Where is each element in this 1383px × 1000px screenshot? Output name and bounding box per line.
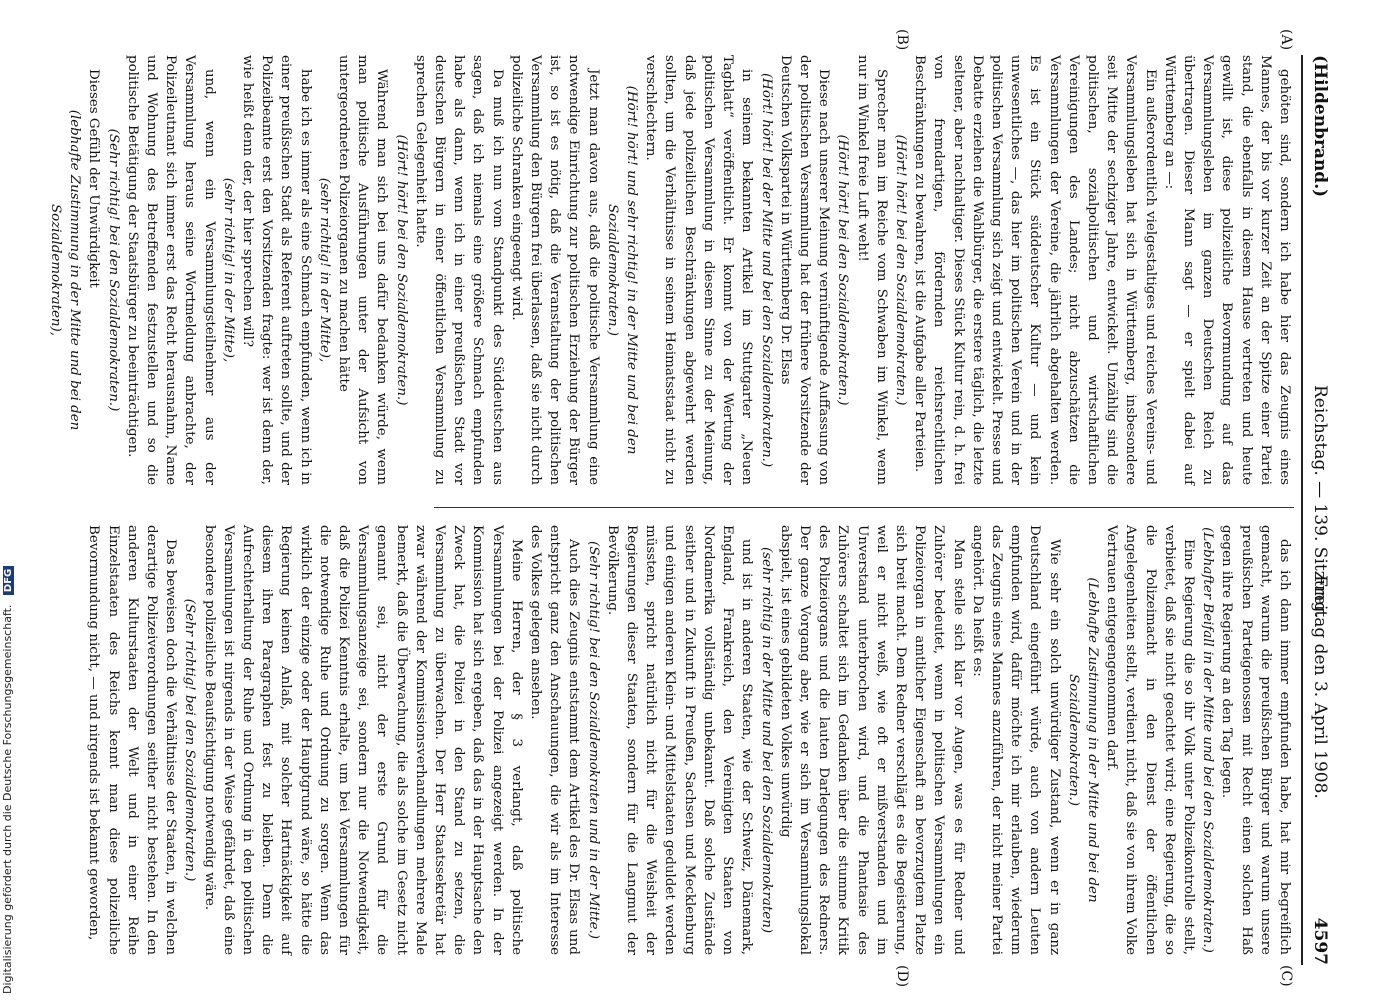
paragraph: Eine Regierung die so ihr Volk unter Polizeikontrolle stellt, verbietet, daß sie nicht geachtet wird; eine Regierung, die so die Polizeimacht in den Dienst der öffentlichen Angelegenheiten stellt, verdient nicht, daß sie von ihrem Volke Vertrauen entgegengenommen darf. [1104,525,1196,955]
paragraph: und, wenn ein Versammlungsteilnehmer aus der Versammlung heraus seine Wortmeldung anbrachte, der Polizeileutnant sich immer erst das Recht herausnahm, Name und Wohnung des Betreffenden festzustellen und so die politische Betätigung der Staatsbürger zu beeinträchtigen. [124,55,217,485]
paragraph: gehöten sind, sondern ich habe hier das Zeugnis eines Mannes, der bis vor kurzer Zeit an der Spitze einer Partei stand, die ebenfalls in diesem Hause vertreten und heute gewillt ist, diese polizeiliche Bevormundung auf das Versammlungsleben im ganzen Deutschen Reich zu übertragen. Dieser Mann sagt — er spielt dabei auf Württemberg an —: [1161,55,1292,485]
paragraph: (sehr richtig! in der Mitte), [220,177,236,363]
paragraph: (Sehr richtig! bei den Sozialdemokraten und in der Mitte.) [585,540,601,940]
paragraph: Das beweisen doch die Verhältnisse der Staaten, in welchen derartige Polizeiverordnungen seither nicht bestehen. In den anderen Kulturstaaten der Welt und in einer Reihe Einzelstaaten des Reichs kennt man diese polizeiliche Bevormundung nicht, — und nirgends ist bekannt geworden, [86,525,179,955]
paragraph: (Hört! hört! und sehr richtig! in der Mitte und bei den Sozialdemokraten.) [604,85,640,455]
digitization-credit [1,566,14,994]
paragraph: (Hört! hört! bei der Mitte und bei den Sozialdemokraten.) [758,72,774,468]
right-text-column [84,525,1294,955]
paragraph: (Sehr richtig! bei den Sozialdemokraten.) [182,598,198,882]
paragraph: in seinem bekannten Artikel im Stuttgarter „Neuen Tagblatt“ veröffentlicht. Er kommt von der Wertung der politischen Versammlung in diesem Sinne zu der Meinung, daß jede polizeilichen Beschränkungen abgewehrt werden sollten, um die Verhältnisse in seinem Heimatsstaat nicht zu verschlechtern. [643,55,755,485]
margin-mark-a: (A) [1278,29,1294,51]
running-header [1304,55,1330,965]
column-divider [434,507,1294,508]
paragraph: und ist in anderen Staaten, wie der Schweiz, Dänemark, England, Frankreich, den Vereinigten Staaten von Nordamerika vollständig unbekannt. Daß solche Zustände seither und in Zukunft in Preußen, Sachsen und Mecklenburg und einigen anderen Klein- und Mittelstaaten geduldet werden müssten, spricht natürlich nicht für die Weisheit der Regierungen dieser Staaten, sondern für die Langmut der Bevölkerung. [604,525,755,955]
paragraph: Dieses Gefühl der Unwürdigkeit [86,69,102,288]
page-number: 4597 [1310,917,1330,965]
dfg-logo: DFG [3,566,14,595]
paragraph: (Hört! hört! bei den Sozialdemokraten.) [393,134,409,406]
session-date: Freitag den 3. April 1908. [1310,575,1330,799]
paragraph: (Hört! hört! bei den Sozialdemokraten.) [892,134,908,406]
paragraph: das ich dann immer empfunden habe, hat mir begreiflich gemacht, warum die preußischen Bürger und warum unsere preußischen Parteigenossen mit Recht einen solchen Haß gegen ihre Regierung an den Tag legen. [1219,525,1292,955]
paragraph: Wie sehr ein solch unwürdiger Zustand, wenn er in ganz Deutschland eingeführt würde, auch von andern Leuten empfunden wird, dafür möchte ich mir erlauben, wiederum das Zeugnis eines Mannes anzuführen, der nicht meiner Partei angehört. Da heißt es: [969,525,1062,955]
paragraph: habe ich es immer als eine Schmach empfunden, wenn ich in einer preußischen Stadt als Referent auftreten sollte, und der Polizeibeamte erst den Vorsitzenden fragte: wer ist denn der, wie heißt denn der, der hier sprechen will? [240,55,313,485]
paragraph: (Lebhafte Zustimmung in der Mitte und bei den Sozialdemokraten.) [1065,577,1100,903]
paragraph: (Hört! hört! bei den Sozialdemokraten.) [835,134,851,406]
paragraph: Während man sich bei uns dafür bedanken würde, wenn man politische Ausführungen unter der Aufsicht von untergeordneten Polizeiorganen zu machen hätte [336,55,390,485]
speaker-name: (Hildenbrand.) [1310,55,1330,198]
rotated-page-content [48,29,1330,988]
margin-mark-b: (B) [894,29,910,51]
paragraph: Diese nach unserer Meinung vernünftigende Auffassung von der politischen Versammlung hat der frühere Vorsitzende der Deutschen Volkspartei in Württemberg Dr. Elsas [777,55,832,485]
paragraph: (sehr richtig! in der Mitte), [316,177,332,363]
paragraph: (Sehr richtig! bei den Sozialdemokraten.) [105,128,121,412]
margin-mark-c: (C) [1278,965,1294,987]
credit-text: Digitalisierung gefördert durch die Deutsche Forschungsgemeinschaft. [1,604,14,994]
paragraph: Sprecher man im Reiche vom Schwaben im Winkel, wenn nur im Winkel freie Luft weht! [854,55,889,485]
session-title: Reichstag. — 139. Sitzung. [1310,385,1330,618]
header-rule [1301,55,1303,965]
paragraph: (lebhafte Zustimmung in der Mitte und bei den Sozialdemokraten), [48,109,83,431]
paragraph: Auch dies Zeugnis entstammt dem Artikel des Dr. Elsas und entspricht ganz den Anschauungen, die wir als im Interesse des Volkes gelegen ansehen. [528,525,582,955]
paragraph: Jetzt man davon aus, daß die politische Versammlung eine notwendige Einrichtung zur politischen Erziehung der Bürger ist, so ist es nötig, daß die Veranstaltung der politischen Versammlung den Bürgern frei überlassen, daß sie nicht durch polizeiliche Schranken eingeengt wird. [508,55,601,485]
paragraph: (Lebhafter Beifall in der Mitte und bei den Sozialdemokraten.) [1200,527,1216,953]
paragraph: (sehr richtig in der Mitte und bei den Sozialdemokraten) [758,546,774,934]
paragraph: Man stelle sich klar vor Augen, was es für Redner und Zuhörer bedeutet, wenn in politischen Versammlungen ein Polizeiorgan in amtlicher Eigenschaft an bevorzugtem Platze sich breit macht. Dem Redner verschlägt es die Begeisterung, weil er nicht weiß, wie oft er mißverstanden und im Unverstand unterbrochen wird, und die Phantasie des Zuhörers schaltet sich im Gedanken über die stumme Kritik des Polizeiorgans und die lauten Darlegungen des Redners. Der ganze Vorgang aber, wie er sich im Versammlungslokal abspielt, ist eines gebildeten Volkes unwürdig [777,525,966,955]
left-text-column [46,55,1294,485]
paragraph: Meine Herren, der § 3 verlangt, daß politische Versammlungen bei der Polizei angezeigt werden. In der Kommission hat sich ergeben, daß das in der Hauptsache den Zweck hat, die Polizei in den Stand zu setzen, die Versammlung zu überwachen. Der Herr Staatssekretär hat zwar während der Kommissionsverhandlungen mehrere Male bemerkt, daß die Überwachung, die als solche im Gesetz nicht genannt sei, nicht der erste Grund für die Versammlungsanzeige sei, sondern nur die Notwendigkeit, daß die Polizei Kenntnis erhalte, um bei Versammlungen für die notwendige Ruhe und Ordnung zu sorgen. Wenn das wirklich der einzige oder der Hauptgrund wäre, so hätte die Regierung keinen Anlaß, mit solcher Hartnäckigkeit auf diesem ihren Paragraphen fest zu bleiben. Denn die Aufrechterhaltung der Ruhe und Ordnung in den politischen Versammlungen ist nirgends in der Weise gefährdet, daß eine besondere polizeiliche Beaufsichtigung notwendig wäre. [201,525,524,955]
margin-mark-d: (D) [894,965,910,988]
paragraph: Da muß ich nun vom Standpunkt des Süddeutschen aus sagen, daß ich niemals eine größere Schmach empfunden habe als dann, wenn ich in einer preußischen Stadt vor deutschen Bürgern in einer öffentlichen Versammlung zu sprechen Gelegenheit hatte. [412,55,505,485]
paragraph: Ein außerordentlich vielgestaltiges und reiches Vereins- und Versammlungsleben hat sich in Württemberg, insbesondere seit Mitte der sechziger Jahre, entwickelt. Unzählig sind die politischen, sozialpolitischen und wirtschaftlichen Vereinigungen des Landes; nicht abzuschätzen die Versammlungen der Vereine, die jährlich abgehalten werden. Es ist ein Stück süddeutscher Kultur — und kein unwesentliches —, das hier im politischen Verein und in der politischen Versammlung sich zeigt und entwickelt. Presse und Debatte erziehen die Wahlbürger, die erstere täglich, die letzte seltener, aber nachhaltiger. Dieses Stück Kultur rein, d. h. frei von fremdartigen, fördernden reichsrechtlichen Beschränkungen zu bewahren, ist die Aufgabe aller Parteien. [912,55,1158,485]
